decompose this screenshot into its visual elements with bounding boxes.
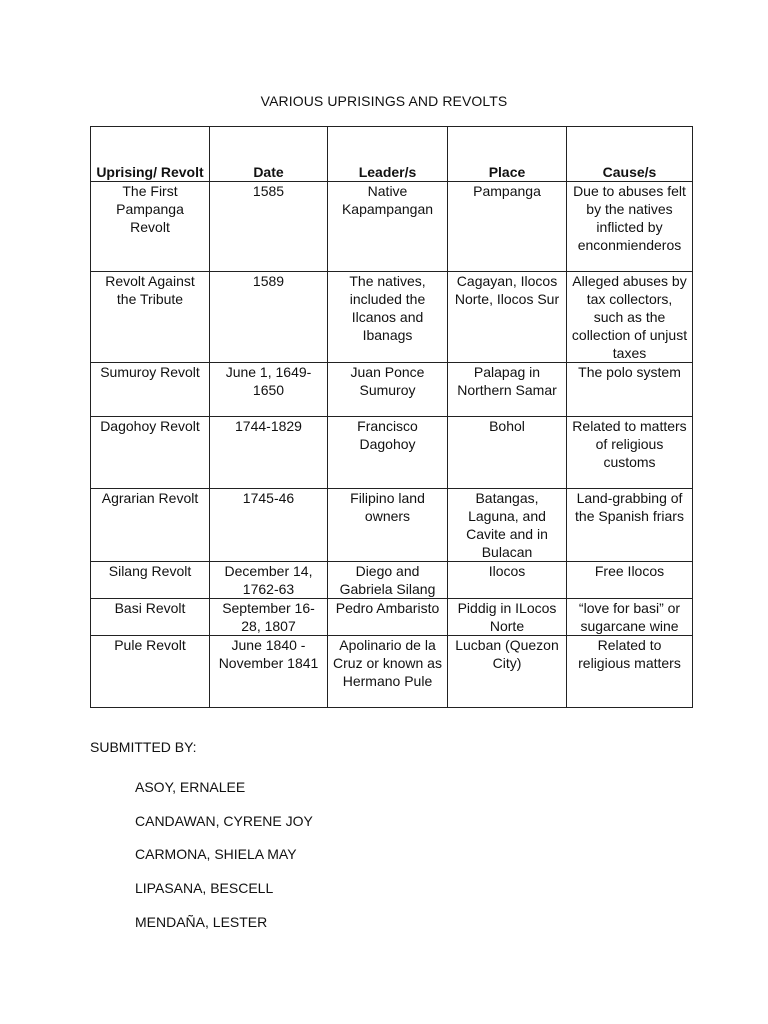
cell-leaders: Native Kapampangan	[328, 182, 448, 272]
cell-place: Ilocos	[448, 562, 567, 599]
cell-date: June 1, 1649-1650	[210, 363, 328, 417]
cell-causes: Due to abuses felt by the natives inflicted by enconmienderos	[567, 182, 693, 272]
submitter-name: LIPASANA, BESCELL	[135, 880, 274, 897]
cell-place: Cagayan, Ilocos Norte, Ilocos Sur	[448, 272, 567, 363]
cell-date: December 14, 1762-63	[210, 562, 328, 599]
cell-leaders: The natives, included the Ilcanos and Ibanags	[328, 272, 448, 363]
cell-date: 1585	[210, 182, 328, 272]
cell-place: Palapag in Northern Samar	[448, 363, 567, 417]
revolts-table	[90, 126, 693, 708]
cell-causes: Related to matters of religious customs	[567, 417, 693, 489]
cell-place: Bohol	[448, 417, 567, 489]
cell-place: Batangas, Laguna, and Cavite and in Bulacan	[448, 489, 567, 562]
table-row	[91, 636, 693, 708]
cell-causes: Alleged abuses by tax collectors, such as the collection of unjust taxes	[567, 272, 693, 363]
cell-date: 1745-46	[210, 489, 328, 562]
header-uprising: Uprising/ Revolt	[91, 127, 210, 182]
cell-leaders: Pedro Ambaristo	[328, 599, 448, 636]
submitter-name: MENDAÑA, LESTER	[135, 913, 268, 930]
cell-date: 1744-1829	[210, 417, 328, 489]
cell-place: Lucban (Quezon City)	[448, 636, 567, 708]
cell-causes: Free Ilocos	[567, 562, 693, 599]
cell-place: Pampanga	[448, 182, 567, 272]
table-row	[91, 417, 693, 489]
cell-place: Piddig in ILocos Norte	[448, 599, 567, 636]
cell-uprising: Basi Revolt	[91, 599, 210, 636]
cell-causes: The polo system	[567, 363, 693, 417]
cell-causes: Related to religious matters	[567, 636, 693, 708]
submitter-name: ASOY, ERNALEE	[135, 779, 246, 795]
cell-leaders: Diego and Gabriela Silang	[328, 562, 448, 599]
cell-uprising: Silang Revolt	[91, 562, 210, 599]
cell-uprising: Pule Revolt	[91, 636, 210, 708]
cell-leaders: Francisco Dagohoy	[328, 417, 448, 489]
header-leaders: Leader/s	[328, 127, 448, 182]
cell-leaders: Filipino land owners	[328, 489, 448, 562]
submitter-name: CANDAWAN, CYRENE JOY	[135, 812, 313, 829]
cell-leaders: Juan Ponce Sumuroy	[328, 363, 448, 417]
cell-date: September 16-28, 1807	[210, 599, 328, 636]
document-title: VARIOUS UPRISINGS AND REVOLTS	[260, 93, 508, 109]
cell-leaders: Apolinario de la Cruz or known as Hermano Pule	[328, 636, 448, 708]
cell-uprising: Sumuroy Revolt	[91, 363, 210, 417]
header-causes: Cause/s	[567, 127, 693, 182]
table-row	[91, 599, 693, 636]
cell-causes: Land-grabbing of the Spanish friars	[567, 489, 693, 562]
table-row	[91, 489, 693, 562]
table-row	[91, 182, 693, 272]
cell-uprising: Dagohoy Revolt	[91, 417, 210, 489]
cell-uprising: The First Pampanga Revolt	[91, 182, 210, 272]
cell-date: 1589	[210, 272, 328, 363]
header-date: Date	[210, 127, 328, 182]
submitted-by-label: SUBMITTED BY:	[90, 739, 197, 755]
submitter-list	[135, 771, 313, 940]
header-place: Place	[448, 127, 567, 182]
cell-uprising: Revolt Against the Tribute	[91, 272, 210, 363]
table-row	[91, 272, 693, 363]
submitter-name: CARMONA, SHIELA MAY	[135, 846, 297, 863]
cell-causes: “love for basi” or sugarcane wine	[567, 599, 693, 636]
cell-uprising: Agrarian Revolt	[91, 489, 210, 562]
table-row	[91, 363, 693, 417]
cell-date: June 1840 - November 1841	[210, 636, 328, 708]
table-header-row	[91, 127, 693, 182]
table-row	[91, 562, 693, 599]
